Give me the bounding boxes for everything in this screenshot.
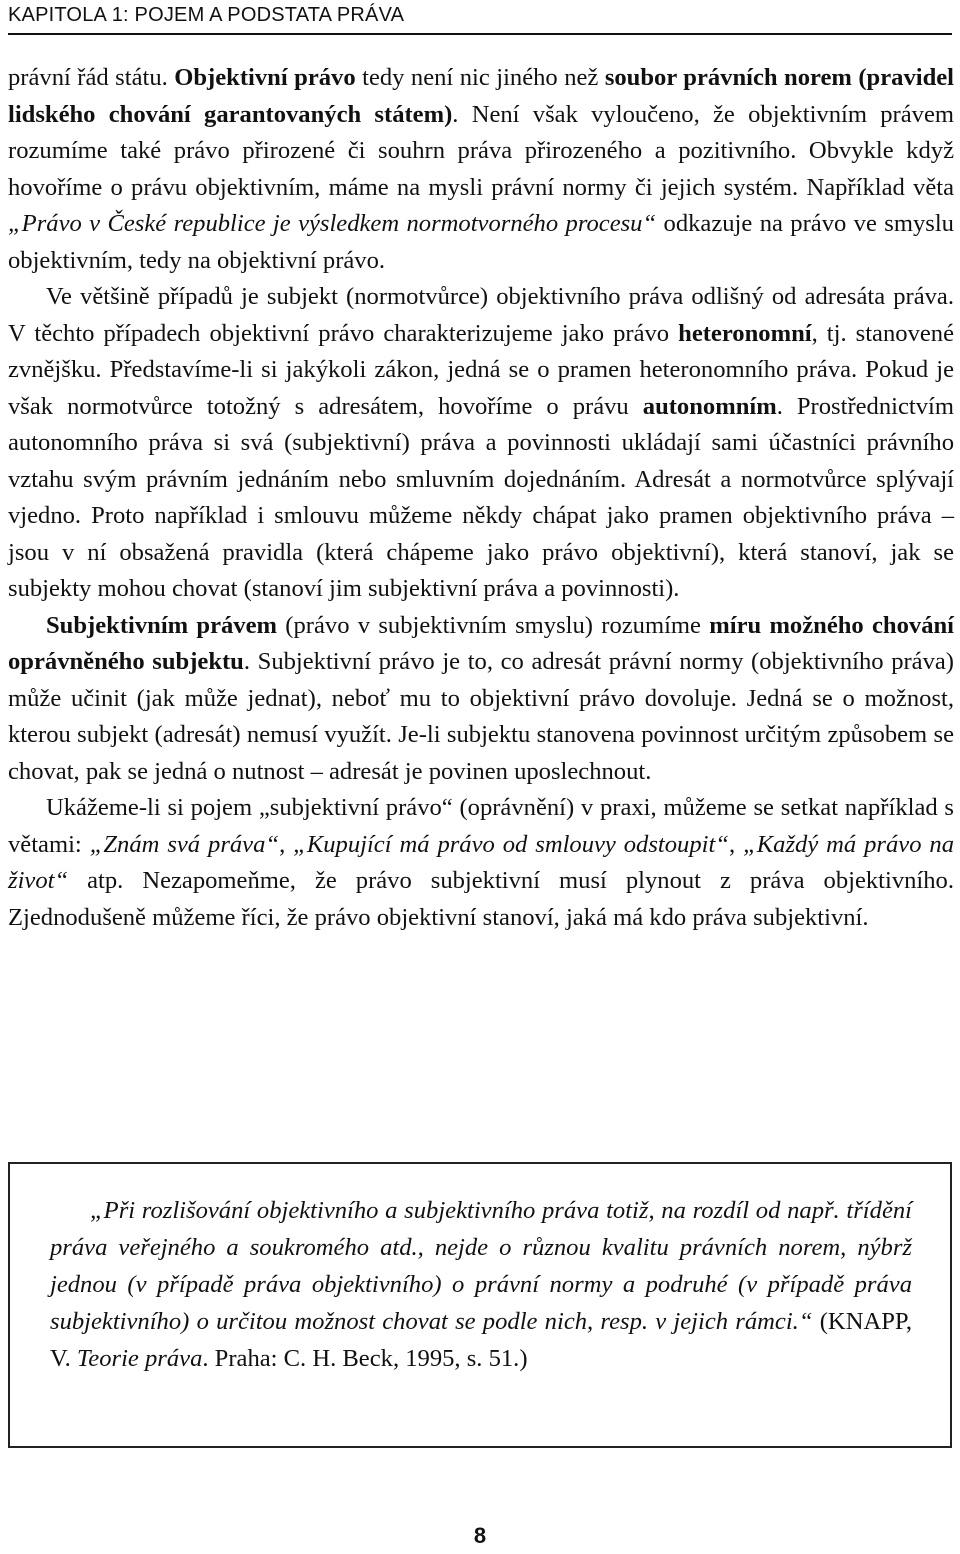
chapter-header: KAPITOLA 1: POJEM A PODSTATA PRÁVA [8, 4, 405, 26]
text-run: atp. Nezapomeňme, že právo subjektivní musí plynout z práva objektivního. Zjednodušeně můžeme říci, že právo objektivní stanoví, jaká má kdo práva subjektivní. [8, 867, 954, 931]
text-run: , [729, 830, 744, 858]
text-run: , tj. stanovené zvnějšku. Představíme-li si jakýkoli zákon, jedná se o pramen heteronomního práva. Pokud je však normotvůrce totožný s adresátem, hovoříme o právu [8, 319, 954, 420]
quote-box [8, 1162, 952, 1448]
header-divider [8, 33, 952, 35]
italic-text: „Znám svá práva“ [89, 830, 280, 858]
bold-term: míru možného chování oprávněného subjektu [8, 611, 954, 675]
quote-text [50, 1192, 912, 1377]
paragraph-4 [8, 790, 954, 936]
page-number: 8 [473, 1523, 487, 1548]
text-run: . Není však vyloučeno, že objektivním právem rozumíme také právo přirozené či souhrn práva přirozeného a pozitivního. Obvykle když hovoříme o právu objektivním, máme na mysli právní normy či jejich systém. Například věta [8, 100, 954, 201]
text-run: , [279, 830, 294, 858]
text-run: . Subjektivní právo je to, co adresát právní normy (objektivního práva) může učinit (jak může jednat), neboť mu to objektivní právo dovoluje. Jedná se o možnost, kterou subjekt (adresát) nemusí využít. Je-li subjektu stanovena povinnost určitým způsobem se chovat, pak se jedná o nutnost – adresát je povinen uposlechnout. [8, 648, 954, 785]
paragraph-2 [8, 279, 954, 608]
italic-text: Teorie práva [76, 1345, 203, 1372]
paragraph-1 [8, 60, 954, 279]
text-run: (právo v subjektivním smyslu) rozumíme [277, 611, 710, 639]
italic-text: „Právo v České republice je výsledkem normotvorného procesu“ [8, 210, 657, 237]
bold-term: Subjektivním právem [46, 611, 278, 639]
text-run: . Prostřednictvím autonomního práva si svá (subjektivní) práva a povinnosti ukládají sami účastníci právního vztahu svým právním jednáním nebo smluvním dojednáním. Adresát a normotvůrce splývají vjedno. Proto například i smlouvu můžeme někdy chápat jako pramen objektivního práva – jsou v ní obsažená pravidla (která chápeme jako právo objektivní), která stanoví, jak se subjekty mohou chovat (stanoví jim subjektivní práva a povinnosti). [8, 392, 954, 602]
text-run: právní řád státu. [8, 64, 175, 91]
italic-text: „Každý má právo na život“ [8, 830, 955, 894]
bold-term: heteronomní [678, 319, 812, 347]
bold-term: autonomním [642, 392, 777, 420]
text-run: tedy není nic jiného než [355, 64, 605, 91]
italic-text: „Při rozlišování objektivního a subjektivního práva totiž, na rozdíl od např. třídění práva veřejného a soukromého atd., nejde o různou kvalitu právních norem, nýbrž jednou (v případě práva objektivního) o právní normy a podruhé (v případě práva subjektivního) o určitou možnost chovat se podle nich, resp. v jejich rámci.“ [50, 1197, 912, 1335]
text-run: (KNAPP, V. [50, 1308, 912, 1372]
text-run: Ukážeme-li si pojem „subjektivní právo“ (oprávnění) v praxi, můžeme se setkat například s větami: [8, 794, 954, 858]
text-run: odkazuje na právo ve smyslu objektivním, tedy na objektivní právo. [8, 210, 954, 274]
bold-term: soubor právních norem (pravidel lidského chování garantovaných státem) [8, 64, 954, 128]
main-text [8, 60, 954, 936]
text-run: . Praha: C. H. Beck, 1995, s. 51.) [202, 1345, 528, 1372]
paragraph-3 [8, 608, 954, 791]
italic-text: „Kupující má právo od smlouvy odstoupit“ [293, 830, 729, 858]
bold-term: Objektivní právo [174, 64, 356, 91]
text-run: Ve většině případů je subjekt (normotvůrce) objektivního práva odlišný od adresáta práva. V těchto případech objektivní právo charakterizujeme jako právo [8, 283, 954, 347]
